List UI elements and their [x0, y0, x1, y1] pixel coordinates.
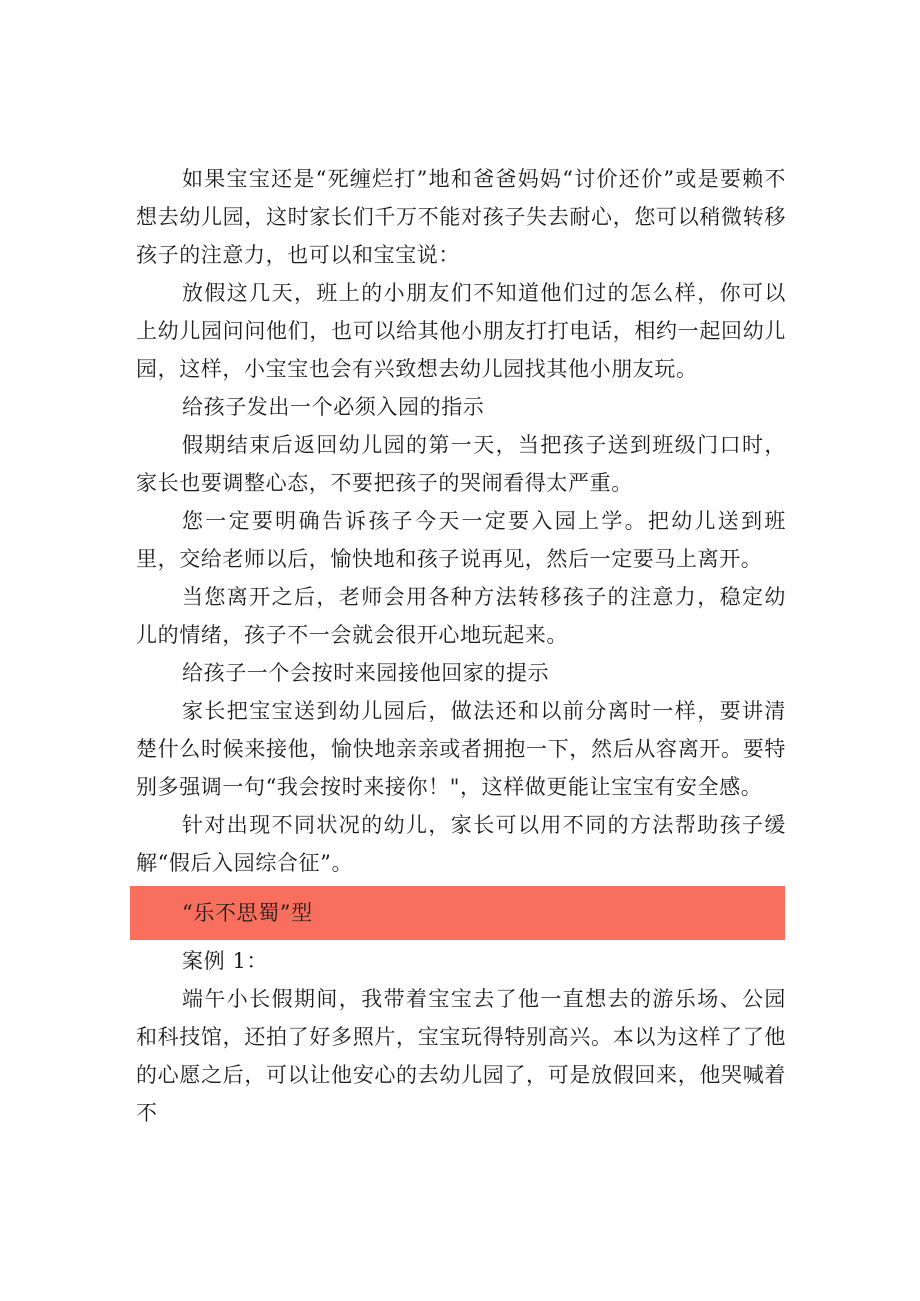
paragraph: 假期结束后返回幼儿园的第一天，当把孩子送到班级门口时，家长也要调整心态，不要把孩子的哭闹看得太严重。	[136, 433, 786, 495]
paragraph: 当您离开之后，老师会用各种方法转移孩子的注意力，稳定幼儿的情绪，孩子不一会就会很开心地玩起来。	[136, 585, 786, 647]
paragraph: 针对出现不同状况的幼儿，家长可以用不同的方法帮助孩子缓解“假后入园综合征”。	[136, 813, 786, 875]
section-heading: 给孩子一个会按时来园接他回家的提示	[182, 661, 550, 685]
document-body	[136, 160, 786, 1132]
paragraph: 端午小长假期间，我带着宝宝去了他一直想去的游乐场、公园和科技馆，还拍了好多照片，宝宝玩得特别高兴。本以为这样了了他的心愿之后，可以让他安心的去幼儿园了，可是放假回来，他哭喊着不	[136, 987, 786, 1125]
section-after-banner	[136, 980, 786, 1132]
paragraph: 您一定要明确告诉孩子今天一定要入园上学。把幼儿送到班里，交给老师以后，愉快地和孩子说再见，然后一定要马上离开。	[136, 509, 786, 571]
banner-title: “乐不思蜀”型	[182, 901, 313, 925]
paragraph: 如果宝宝还是“死缠烂打”地和爸爸妈妈“讨价还价”或是要赖不想去幼儿园，这时家长们千万不能对孩子失去耐心，您可以稍微转移孩子的注意力，也可以和宝宝说：	[136, 167, 786, 267]
section-banner	[130, 886, 785, 940]
section-before-banner	[136, 160, 786, 882]
paragraph: 家长把宝宝送到幼儿园后，做法还和以前分离时一样，要讲清楚什么时候来接他，愉快地亲亲或者拥抱一下，然后从容离开。要特别多强调一句“我会按时来接你！"，这样做更能让宝宝有安全感。	[136, 699, 786, 799]
case-label: 案例 1：	[182, 949, 269, 973]
section-heading: 给孩子发出一个必须入园的指示	[182, 395, 485, 419]
paragraph: 放假这几天，班上的小朋友们不知道他们过的怎么样，你可以上幼儿园问问他们，也可以给其他小朋友打打电话，相约一起回幼儿园，这样，小宝宝也会有兴致想去幼儿园找其他小朋友玩。	[136, 281, 786, 381]
